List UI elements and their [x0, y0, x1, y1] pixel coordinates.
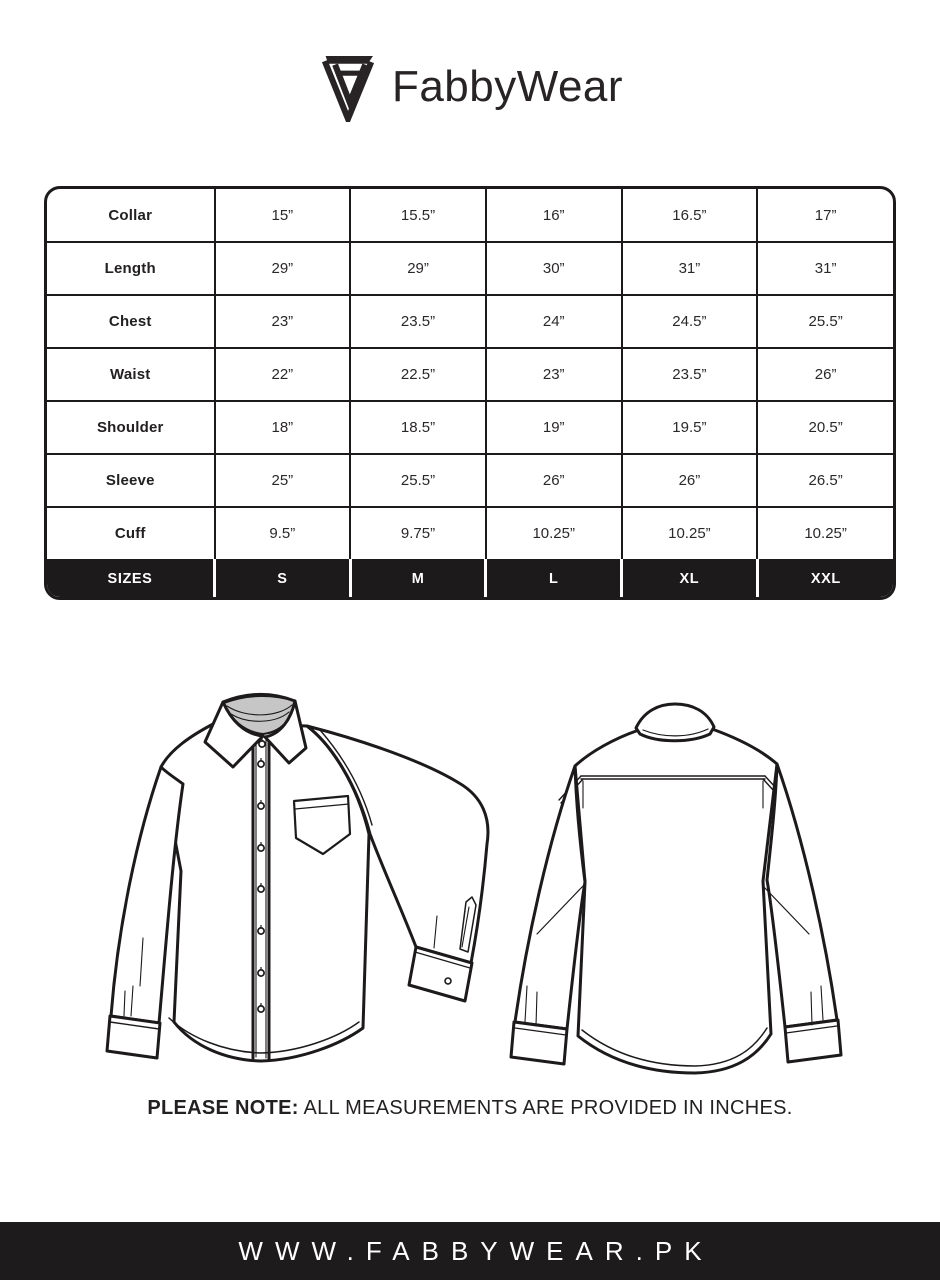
size-cell: XXL — [757, 560, 893, 597]
measurement-cell: 18.5” — [350, 401, 486, 454]
brand-logo — [0, 52, 940, 122]
measurement-cell: 23.5” — [350, 295, 486, 348]
measurement-row — [47, 189, 893, 242]
measurement-cell: 25.5” — [757, 295, 893, 348]
measurement-cell: 23” — [215, 295, 351, 348]
back-collar-band — [636, 704, 714, 741]
row-label: Sleeve — [47, 454, 215, 507]
shirt-back-illustration — [495, 686, 895, 1081]
measurement-cell: 22” — [215, 348, 351, 401]
measurement-cell: 25.5” — [350, 454, 486, 507]
footer-website-text: WWW.FABBYWEAR.PK — [238, 1235, 714, 1266]
measurement-cell: 19” — [486, 401, 622, 454]
back-right-sleeve — [767, 764, 837, 1027]
measurement-cell: 9.75” — [350, 507, 486, 560]
fw-monogram-icon — [317, 52, 379, 122]
row-label: Waist — [47, 348, 215, 401]
measurement-cell: 15.5” — [350, 189, 486, 242]
measurement-cell: 26” — [486, 454, 622, 507]
measurement-cell: 10.25” — [757, 507, 893, 560]
measurement-cell: 30” — [486, 242, 622, 295]
measurement-cell: 18” — [215, 401, 351, 454]
measurement-cell: 29” — [350, 242, 486, 295]
row-label: Shoulder — [47, 401, 215, 454]
shirt-left-sleeve — [111, 767, 183, 1023]
measurement-row — [47, 454, 893, 507]
row-label: Cuff — [47, 507, 215, 560]
row-label: Length — [47, 242, 215, 295]
note-text: ALL MEASUREMENTS ARE PROVIDED IN INCHES. — [298, 1097, 793, 1119]
size-chart-table-container — [44, 186, 896, 600]
shirt-back-body — [575, 729, 777, 1073]
measurement-cell: 24.5” — [622, 295, 758, 348]
measurement-row — [47, 295, 893, 348]
measurement-cell: 26” — [757, 348, 893, 401]
measurement-row — [47, 348, 893, 401]
measurement-cell: 31” — [622, 242, 758, 295]
measurement-cell: 10.25” — [486, 507, 622, 560]
footer-bar — [0, 1222, 940, 1280]
size-cell: M — [350, 560, 486, 597]
measurement-cell: 29” — [215, 242, 351, 295]
size-cell: XL — [622, 560, 758, 597]
logo-top-bar — [326, 56, 373, 64]
back-left-sleeve — [515, 766, 585, 1029]
measurement-cell: 9.5” — [215, 507, 351, 560]
size-cell: S — [215, 560, 351, 597]
measurement-cell: 24” — [486, 295, 622, 348]
measurement-row — [47, 401, 893, 454]
note-label: PLEASE NOTE: — [147, 1097, 299, 1119]
measurement-cell: 26.5” — [757, 454, 893, 507]
size-cell: L — [486, 560, 622, 597]
measurement-cell: 19.5” — [622, 401, 758, 454]
sizes-row-label: SIZES — [47, 560, 215, 597]
measurement-cell: 20.5” — [757, 401, 893, 454]
measurement-cell: 10.25” — [622, 507, 758, 560]
measurement-cell: 31” — [757, 242, 893, 295]
shirt-front-illustration — [85, 686, 505, 1081]
measurement-cell: 17” — [757, 189, 893, 242]
measurement-cell: 23” — [486, 348, 622, 401]
brand-name: FabbyWear — [391, 62, 624, 111]
measurement-cell: 25” — [215, 454, 351, 507]
measurement-cell: 16” — [486, 189, 622, 242]
measurement-cell: 22.5” — [350, 348, 486, 401]
size-chart-table — [47, 189, 893, 597]
row-label: Chest — [47, 295, 215, 348]
measurement-row — [47, 507, 893, 560]
sizes-row — [47, 560, 893, 597]
measurement-note — [0, 1097, 940, 1120]
measurement-cell: 23.5” — [622, 348, 758, 401]
measurement-cell: 15” — [215, 189, 351, 242]
measurement-cell: 26” — [622, 454, 758, 507]
measurement-row — [47, 242, 893, 295]
row-label: Collar — [47, 189, 215, 242]
measurement-cell: 16.5” — [622, 189, 758, 242]
shirt-body — [161, 723, 369, 1061]
